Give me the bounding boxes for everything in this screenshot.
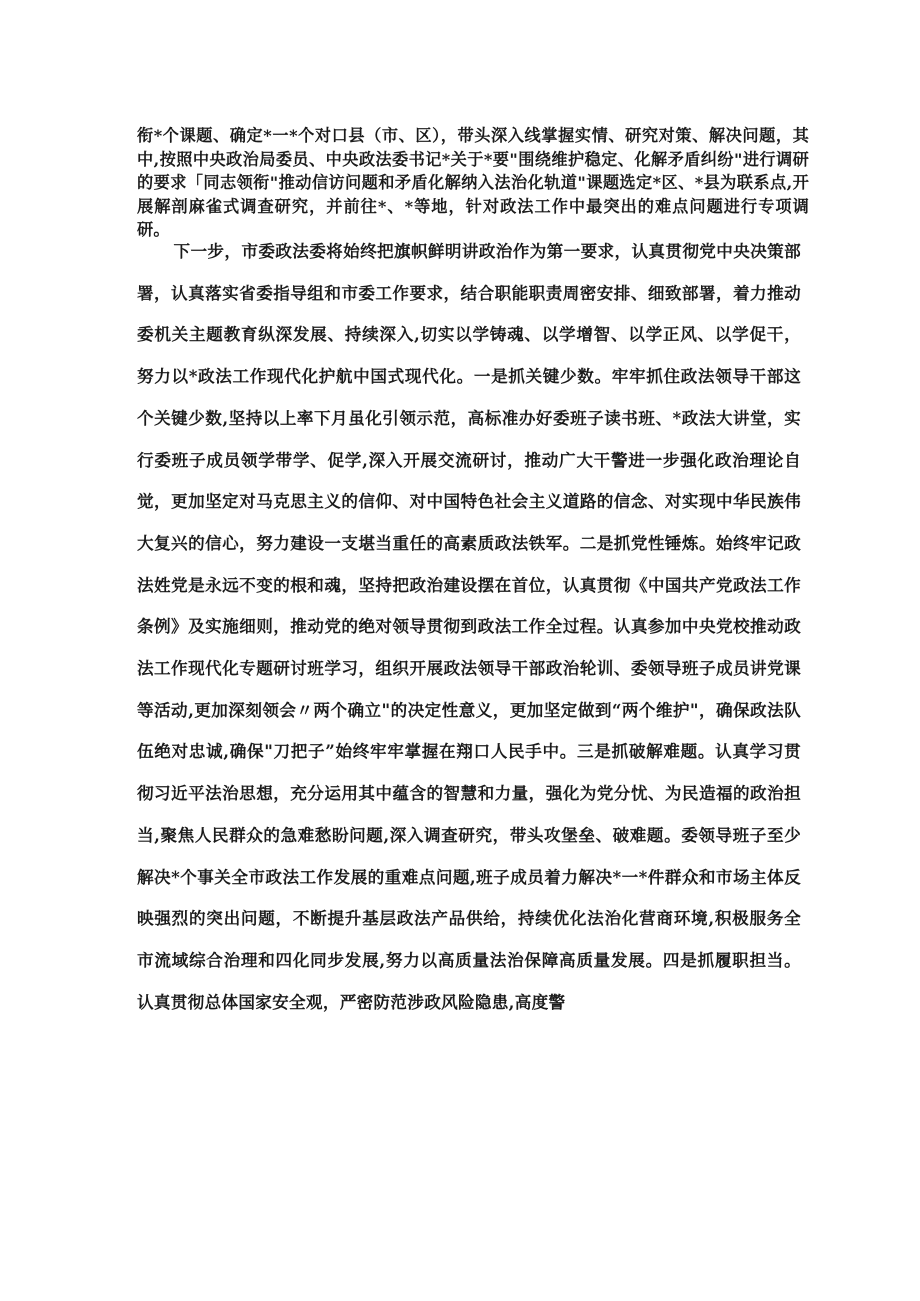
body-paragraph-1: 衔*个课题、确定*一*个对口县（市、区），带头深入线掌握实情、研究对策、解决问题，其中,按照中央政治局委员、中央政法委书记*关于*要"围绕维护稳定、化解矛盾纠纷"进行调研的要求「同志领衔"推动信访问题和矛盾化解纳入法治化轨道"课题选定*区、*县为联系点,开展解剖麻雀式调查研究，并前往*、*等地，针对政法工作中最突出的难点问题进行专项调研。: [137, 126, 809, 239]
body-paragraph-2: 下一步，市委政法委将始终把旗帜鲜明讲政治作为第一要求，认真贯彻党中央决策部署，认真落实省委指导组和市委工作要求，结合职能职责周密安排、细致部署，着力推动委机关主题教育纵深发展、持续深入,切实以学铸魂、以学增智、以学正风、以学促干，努力以*政法工作现代化护航中国式现代化。一是抓关键少数。牢牢抓住政法领导干部这个关键少数,坚持以上率下月虽化引领示范，高标准办好委班子读书班、*政法大讲堂，实行委班子成员领学带学、促学,深入开展交流研讨，推动广大干警进一步强化政治理论自觉，更加坚定对马克思主义的信仰、对中国特色社会主义道路的信念、对实现中华民族伟大复兴的信心，努力建设一支堪当重任的高素质政法铁军。二是抓党性锤炼。始终牢记政法姓党是永远不变的根和魂，坚持把政治建设摆在首位，认真贯彻《中国共产党政法工作条例》及实施细则，推动党的绝对领导贯彻到政法工作全过程。认真参加中央党校推动政法工作现代化专题研讨班学习，组织开展政法领导干部政治轮训、委领导班子成员讲党课等活动,更加深刻领会〃两个确立"的决定性意义，更加坚定做到“两个维护"，确保政法队伍绝对忠诚,确保"刀把子”始终牢牢掌握在翔口人民手中。三是抓破解难题。认真学习贯彻习近平法治思想，充分运用其中蕴含的智慧和力量，强化为党分忧、为民造福的政治担当,聚焦人民群众的急难愁盼问题,深入调查研究，带头攻堡垒、破难题。委领导班子至少解决*个事关全市政法工作发展的重难点问题,班子成员着力解决*一*件群众和市场主体反映强烈的突出问题，不断提升基层政法产品供给，持续优化法治化营商环境,积极服务全市流域综合治理和四化同步发展,努力以高质量法治保障高质量发展。四是抓履职担当。认真贯彻总体国家安全观，严密防范涉政风险隐患,高度警: [137, 241, 801, 1012]
